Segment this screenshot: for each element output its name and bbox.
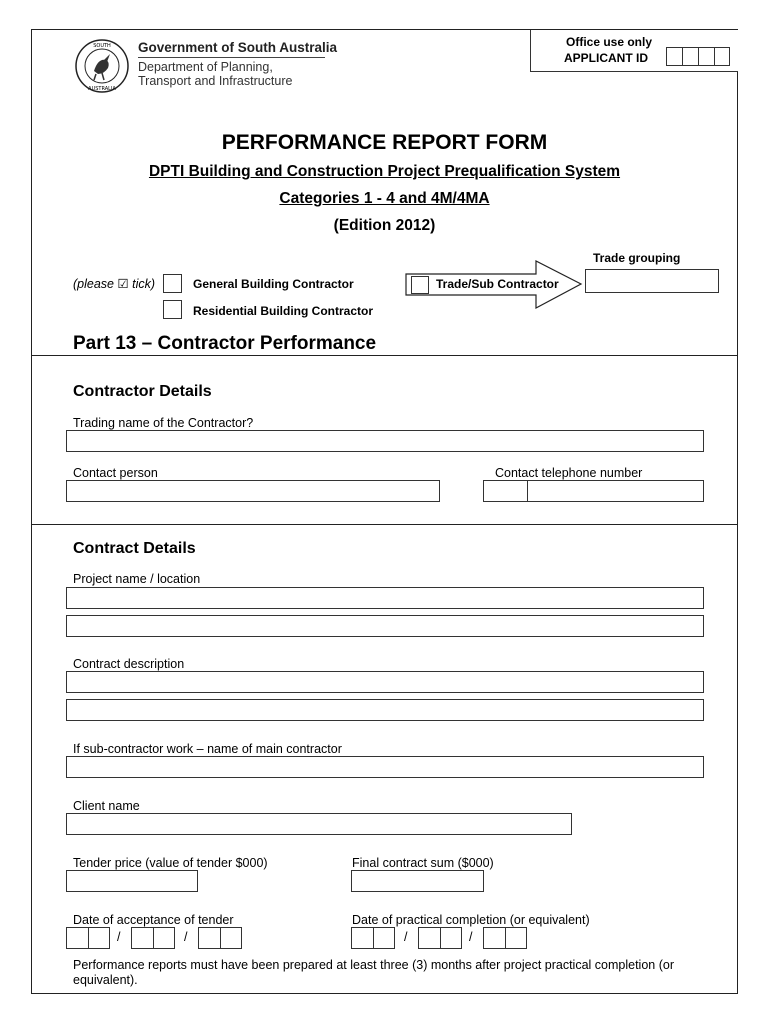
svg-text:SOUTH: SOUTH: [93, 43, 111, 49]
completion-date-month[interactable]: [418, 927, 462, 949]
acceptance-date-month[interactable]: [131, 927, 175, 949]
general-contractor-checkbox[interactable]: [163, 274, 182, 293]
project-name-input-line-2[interactable]: [66, 615, 704, 637]
tender-price-input[interactable]: [66, 870, 198, 892]
client-name-label: Client name: [73, 799, 140, 813]
residential-contractor-checkbox[interactable]: [163, 300, 182, 319]
please-tick-note: (please ☑ tick): [73, 277, 156, 291]
contact-phone-label: Contact telephone number: [495, 466, 643, 480]
applicant-id-field[interactable]: [666, 47, 730, 66]
date-separator: /: [117, 930, 121, 944]
trade-grouping-label: Trade grouping: [593, 251, 681, 265]
trading-name-input[interactable]: [66, 430, 704, 452]
client-name-input[interactable]: [66, 813, 572, 835]
form-subtitle-system: DPTI Building and Construction Project Prequalification System: [148, 163, 621, 180]
header-divider: [138, 57, 325, 58]
acceptance-date-label: Date of acceptance of tender: [73, 913, 234, 927]
form-title: PERFORMANCE REPORT FORM: [221, 131, 548, 154]
contract-description-label: Contract description: [73, 657, 185, 671]
final-contract-sum-label: Final contract sum ($000): [352, 856, 494, 870]
part-title: Part 13 – Contractor Performance: [73, 333, 377, 354]
applicant-id-label: APPLICANT ID: [564, 51, 648, 65]
acceptance-date-day[interactable]: [66, 927, 110, 949]
form-edition: (Edition 2012): [333, 217, 436, 234]
completion-date-day[interactable]: [351, 927, 395, 949]
project-name-input-line-1[interactable]: [66, 587, 704, 609]
part-divider: [31, 355, 738, 356]
trading-name-label: Trading name of the Contractor?: [73, 416, 254, 430]
form-subtitle-categories: Categories 1 - 4 and 4M/4MA: [279, 190, 490, 207]
department-line-1: Department of Planning,: [138, 60, 273, 74]
government-name: Government of South Australia: [138, 40, 338, 55]
completion-date-label: Date of practical completion (or equivalent): [352, 913, 590, 927]
final-contract-sum-input[interactable]: [351, 870, 484, 892]
office-use-label: Office use only: [566, 35, 653, 49]
contract-description-input-line-1[interactable]: [66, 671, 704, 693]
contact-person-label: Contact person: [73, 466, 158, 480]
date-separator: /: [404, 930, 408, 944]
main-contractor-label: If sub-contractor work – name of main contractor: [73, 742, 342, 756]
contact-phone-input[interactable]: [483, 480, 704, 502]
department-line-2: Transport and Infrastructure: [138, 74, 293, 88]
contract-description-input-line-2[interactable]: [66, 699, 704, 721]
contractor-details-heading: Contractor Details: [73, 383, 212, 400]
project-name-label: Project name / location: [73, 572, 201, 586]
acceptance-date-year[interactable]: [198, 927, 242, 949]
performance-report-note: Performance reports must have been prepared at least three (3) months after project practical completion (or equivalent).: [73, 958, 674, 987]
trade-grouping-field[interactable]: [585, 269, 719, 293]
completion-date-year[interactable]: [483, 927, 527, 949]
main-contractor-input[interactable]: [66, 756, 704, 778]
date-separator: /: [469, 930, 473, 944]
general-contractor-label: General Building Contractor: [193, 277, 354, 291]
section-divider: [31, 524, 738, 525]
svg-text:AUSTRALIA: AUSTRALIA: [88, 86, 116, 92]
tender-price-label: Tender price (value of tender $000): [73, 856, 268, 870]
residential-contractor-label: Residential Building Contractor: [193, 304, 374, 318]
contract-details-heading: Contract Details: [73, 540, 196, 557]
date-separator: /: [184, 930, 188, 944]
trade-sub-contractor-label: Trade/Sub Contractor: [436, 277, 559, 291]
south-australia-seal-icon: [74, 38, 130, 94]
contact-person-input[interactable]: [66, 480, 440, 502]
trade-sub-contractor-checkbox[interactable]: [411, 276, 429, 294]
